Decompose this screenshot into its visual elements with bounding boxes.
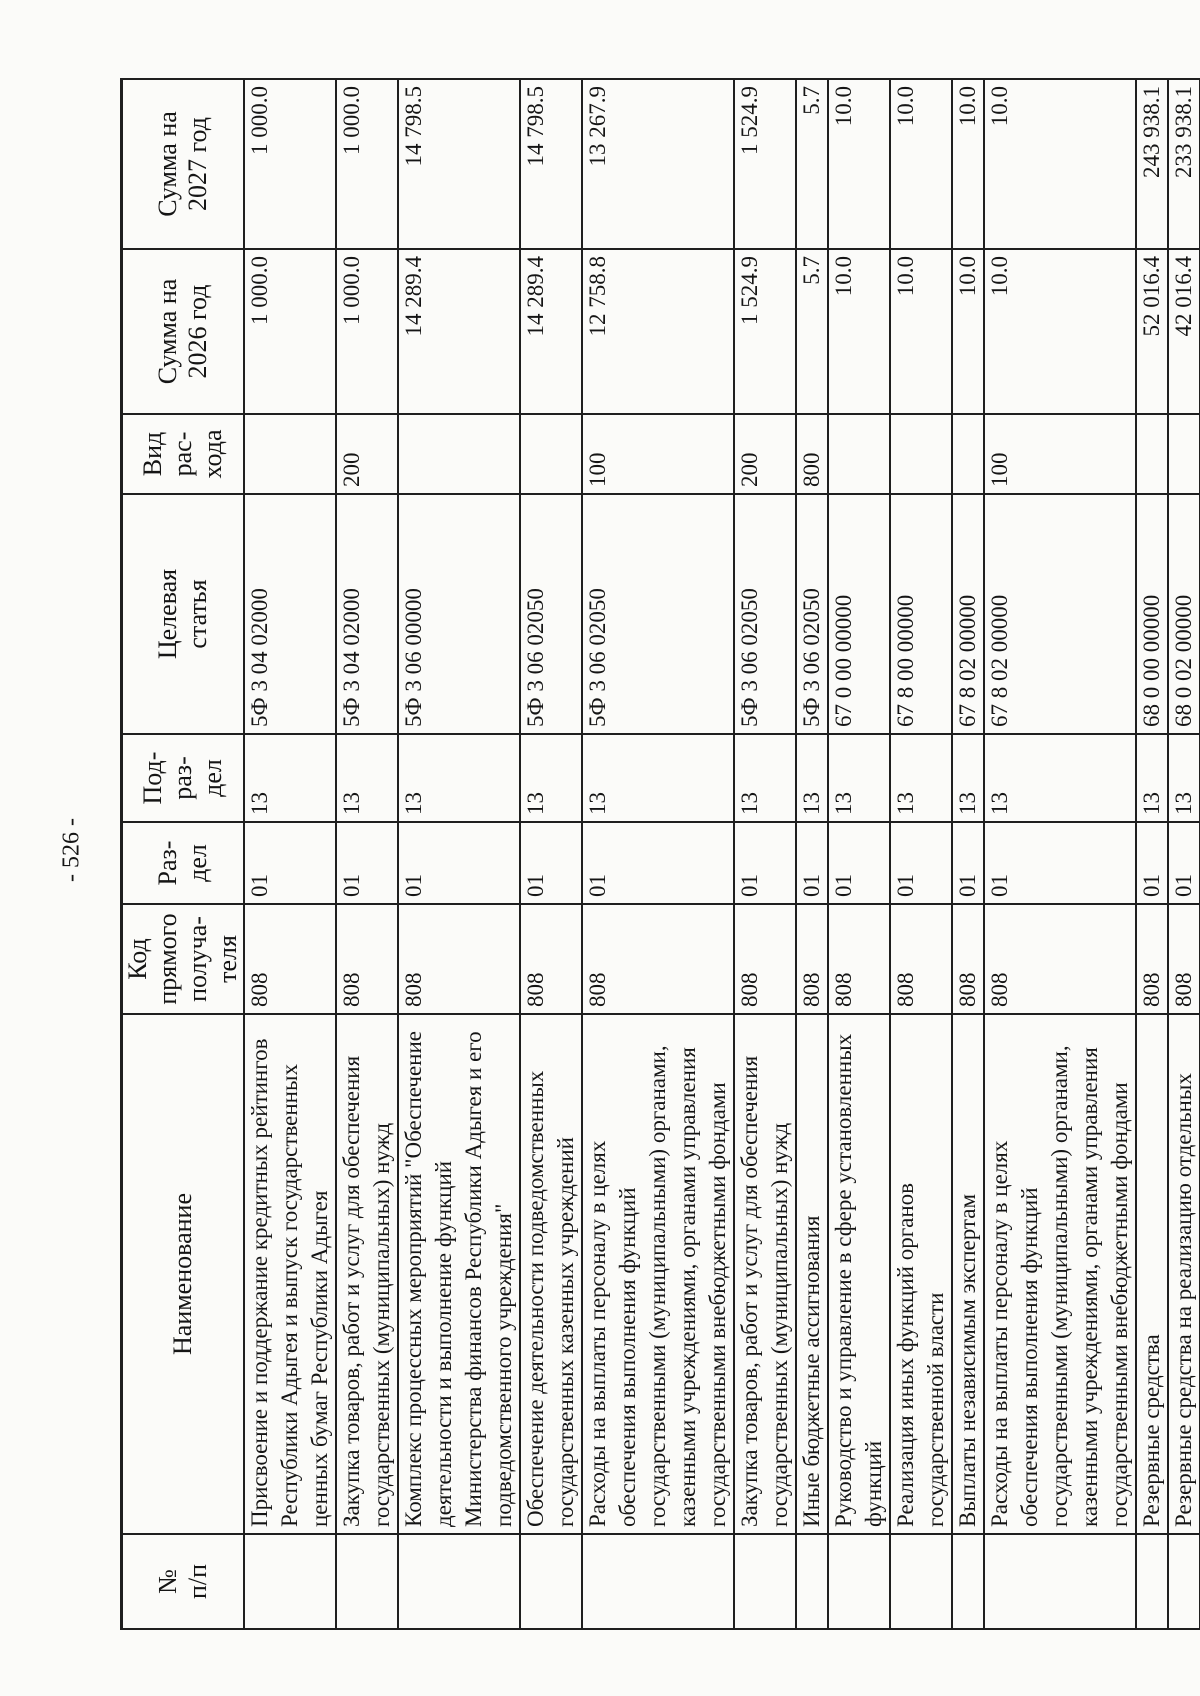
cell-podrazdel: 13 — [336, 734, 398, 822]
table-row — [952, 79, 984, 1629]
cell-razdel: 01 — [984, 822, 1136, 904]
cell-sum-2026: 1 000.0 — [336, 249, 398, 414]
cell-no — [244, 1534, 336, 1629]
table-row — [336, 79, 398, 1629]
cell-razdel: 01 — [398, 822, 520, 904]
cell-recipient-code: 808 — [1136, 904, 1168, 1014]
cell-sum-2026: 10.0 — [828, 249, 890, 414]
cell-sum-2027: 13 267.9 — [582, 79, 734, 249]
table-row — [582, 79, 734, 1629]
cell-sum-2026: 14 289.4 — [520, 249, 582, 414]
cell-razdel: 01 — [520, 822, 582, 904]
cell-target-article: 68 0 00 00000 — [1136, 494, 1168, 734]
cell-expense-type — [244, 414, 336, 494]
cell-target-article: 5Ф 3 04 02000 — [336, 494, 398, 734]
cell-target-article: 68 0 02 00000 — [1168, 494, 1200, 734]
cell-name: Руководство и управление в сфере установленных функций — [828, 1014, 890, 1534]
cell-no — [1136, 1534, 1168, 1629]
cell-name: Закупка товаров, работ и услуг для обеспечения государственных (муниципальных) нужд — [734, 1014, 796, 1534]
cell-podrazdel: 13 — [1168, 734, 1200, 822]
cell-target-article: 5Ф 3 06 00000 — [398, 494, 520, 734]
header-sum-2027: Сумма на 2027 год — [122, 79, 245, 249]
cell-expense-type — [890, 414, 952, 494]
cell-sum-2026: 5.7 — [796, 249, 828, 414]
cell-name: Резервные средства на реализацию отдельных — [1168, 1014, 1200, 1534]
cell-recipient-code: 808 — [1168, 904, 1200, 1014]
cell-razdel: 01 — [828, 822, 890, 904]
table-row — [520, 79, 582, 1629]
cell-recipient-code: 808 — [244, 904, 336, 1014]
table-row — [984, 79, 1136, 1629]
cell-target-article: 67 0 00 00000 — [828, 494, 890, 734]
cell-recipient-code: 808 — [734, 904, 796, 1014]
rotated-page — [120, 80, 1196, 1630]
cell-sum-2026: 10.0 — [952, 249, 984, 414]
table-body — [244, 79, 1200, 1629]
cell-podrazdel: 13 — [1136, 734, 1168, 822]
cell-expense-type: 800 — [796, 414, 828, 494]
cell-podrazdel: 13 — [520, 734, 582, 822]
cell-no — [796, 1534, 828, 1629]
cell-no — [398, 1534, 520, 1629]
cell-sum-2026: 10.0 — [890, 249, 952, 414]
cell-sum-2027: 243 938.1 — [1136, 79, 1168, 249]
cell-recipient-code: 808 — [890, 904, 952, 1014]
cell-recipient-code: 808 — [582, 904, 734, 1014]
cell-no — [734, 1534, 796, 1629]
cell-sum-2026: 1 000.0 — [244, 249, 336, 414]
cell-sum-2027: 233 938.1 — [1168, 79, 1200, 249]
cell-podrazdel: 13 — [398, 734, 520, 822]
table-row — [734, 79, 796, 1629]
cell-sum-2026: 12 758.8 — [582, 249, 734, 414]
table-row — [244, 79, 336, 1629]
cell-sum-2026: 42 016.4 — [1168, 249, 1200, 414]
cell-expense-type: 200 — [734, 414, 796, 494]
cell-sum-2026: 14 289.4 — [398, 249, 520, 414]
cell-podrazdel: 13 — [952, 734, 984, 822]
cell-razdel: 01 — [890, 822, 952, 904]
cell-name: Расходы на выплаты персоналу в целях обеспечения выполнения функций государственными (муниципальными) органами, казенными учреждениями, органами управления государственными внебюджетными фондами — [984, 1014, 1136, 1534]
cell-name: Расходы на выплаты персоналу в целях обеспечения выполнения функций государственными (муниципальными) органами, казенными учреждениями, органами управления государственными внебюджетными фондами — [582, 1014, 734, 1534]
cell-no — [984, 1534, 1136, 1629]
cell-sum-2027: 1 000.0 — [336, 79, 398, 249]
cell-name: Выплаты независимым экспертам — [952, 1014, 984, 1534]
cell-sum-2027: 10.0 — [952, 79, 984, 249]
header-podrazdel: Под- раз- дел — [122, 734, 245, 822]
cell-razdel: 01 — [582, 822, 734, 904]
header-no: № п/п — [122, 1534, 245, 1629]
cell-name: Резервные средства — [1136, 1014, 1168, 1534]
header-expense-type: Вид рас- хода — [122, 414, 245, 494]
budget-table — [120, 78, 1200, 1630]
page-number: - 526 - — [58, 818, 85, 882]
cell-razdel: 01 — [336, 822, 398, 904]
cell-podrazdel: 13 — [582, 734, 734, 822]
cell-podrazdel: 13 — [244, 734, 336, 822]
cell-recipient-code: 808 — [398, 904, 520, 1014]
cell-target-article: 67 8 02 00000 — [984, 494, 1136, 734]
cell-recipient-code: 808 — [984, 904, 1136, 1014]
cell-razdel: 01 — [1168, 822, 1200, 904]
cell-name: Закупка товаров, работ и услуг для обеспечения государственных (муниципальных) нужд — [336, 1014, 398, 1534]
header-razdel: Раз- дел — [122, 822, 245, 904]
cell-sum-2026: 10.0 — [984, 249, 1136, 414]
cell-target-article: 5Ф 3 04 02000 — [244, 494, 336, 734]
cell-name: Реализация иных функций органов государственной власти — [890, 1014, 952, 1534]
cell-target-article: 67 8 00 00000 — [890, 494, 952, 734]
cell-expense-type: 100 — [582, 414, 734, 494]
cell-sum-2027: 10.0 — [890, 79, 952, 249]
cell-sum-2027: 14 798.5 — [520, 79, 582, 249]
cell-podrazdel: 13 — [734, 734, 796, 822]
cell-expense-type — [1168, 414, 1200, 494]
cell-target-article: 5Ф 3 06 02050 — [582, 494, 734, 734]
header-name: Наименование — [122, 1014, 245, 1534]
cell-no — [952, 1534, 984, 1629]
table-row — [796, 79, 828, 1629]
cell-recipient-code: 808 — [520, 904, 582, 1014]
cell-razdel: 01 — [796, 822, 828, 904]
cell-no — [1168, 1534, 1200, 1629]
table-header-row — [122, 79, 245, 1629]
cell-name: Иные бюджетные ассигнования — [796, 1014, 828, 1534]
cell-target-article: 5Ф 3 06 02050 — [734, 494, 796, 734]
cell-expense-type — [520, 414, 582, 494]
cell-expense-type: 100 — [984, 414, 1136, 494]
cell-sum-2027: 1 000.0 — [244, 79, 336, 249]
cell-podrazdel: 13 — [796, 734, 828, 822]
cell-name: Комплекс процессных мероприятий "Обеспечение деятельности и выполнение функций Министерства финансов Республики Адыгея и его подведомственного учреждения" — [398, 1014, 520, 1534]
cell-sum-2027: 10.0 — [828, 79, 890, 249]
cell-podrazdel: 13 — [890, 734, 952, 822]
cell-target-article: 5Ф 3 06 02050 — [796, 494, 828, 734]
cell-expense-type — [952, 414, 984, 494]
cell-expense-type: 200 — [336, 414, 398, 494]
cell-podrazdel: 13 — [984, 734, 1136, 822]
cell-target-article: 67 8 02 00000 — [952, 494, 984, 734]
header-target-article: Целевая статья — [122, 494, 245, 734]
cell-no — [520, 1534, 582, 1629]
cell-razdel: 01 — [734, 822, 796, 904]
cell-no — [890, 1534, 952, 1629]
cell-no — [336, 1534, 398, 1629]
cell-no — [582, 1534, 734, 1629]
table-row — [398, 79, 520, 1629]
cell-sum-2027: 5.7 — [796, 79, 828, 249]
cell-razdel: 01 — [1136, 822, 1168, 904]
header-sum-2026: Сумма на 2026 год — [122, 249, 245, 414]
cell-sum-2027: 10.0 — [984, 79, 1136, 249]
cell-no — [828, 1534, 890, 1629]
table-row — [1136, 79, 1168, 1629]
cell-razdel: 01 — [244, 822, 336, 904]
table-row — [828, 79, 890, 1629]
cell-recipient-code: 808 — [796, 904, 828, 1014]
cell-name: Присвоение и поддержание кредитных рейтингов Республики Адыгея и выпуск государственных ценных бумаг Республики Адыгея — [244, 1014, 336, 1534]
cell-name: Обеспечение деятельности подведомственных государственных казенных учреждений — [520, 1014, 582, 1534]
cell-sum-2027: 1 524.9 — [734, 79, 796, 249]
cell-recipient-code: 808 — [952, 904, 984, 1014]
cell-target-article: 5Ф 3 06 02050 — [520, 494, 582, 734]
cell-expense-type — [398, 414, 520, 494]
cell-sum-2027: 14 798.5 — [398, 79, 520, 249]
cell-recipient-code: 808 — [336, 904, 398, 1014]
header-recipient-code: Код прямого получа- теля — [122, 904, 245, 1014]
cell-sum-2026: 1 524.9 — [734, 249, 796, 414]
cell-recipient-code: 808 — [828, 904, 890, 1014]
cell-razdel: 01 — [952, 822, 984, 904]
cell-expense-type — [1136, 414, 1168, 494]
table-row — [1168, 79, 1200, 1629]
cell-expense-type — [828, 414, 890, 494]
cell-sum-2026: 52 016.4 — [1136, 249, 1168, 414]
table-row — [890, 79, 952, 1629]
cell-podrazdel: 13 — [828, 734, 890, 822]
